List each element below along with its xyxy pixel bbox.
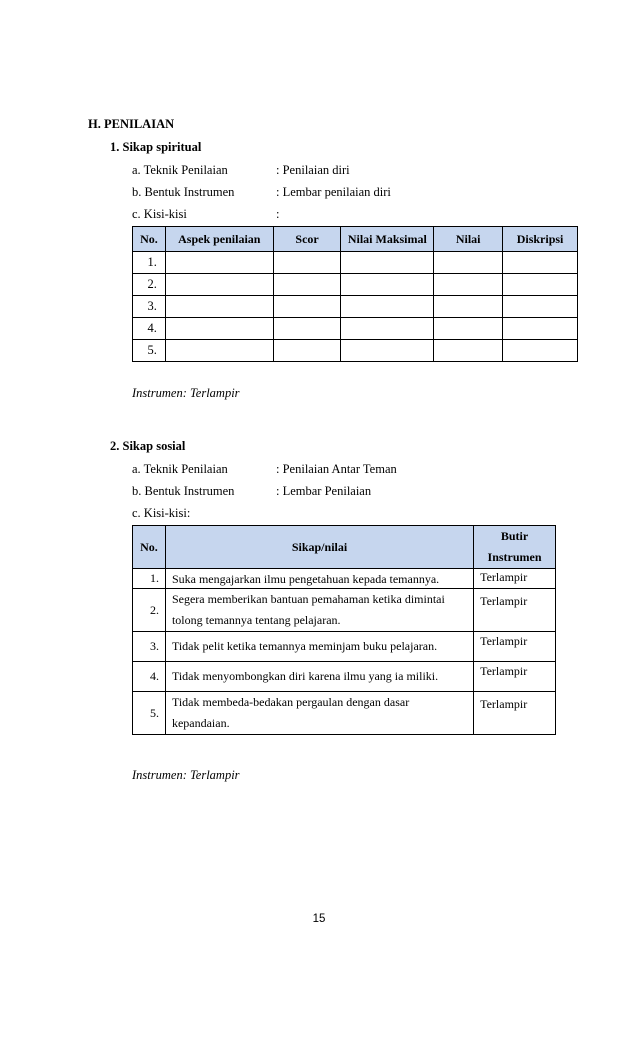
- spiritual-item-value: : Penilaian diri: [276, 163, 350, 177]
- sosial-item-label: a. Teknik Penilaian: [132, 462, 228, 476]
- table-row: [133, 692, 556, 735]
- row-butir: Terlampir: [474, 569, 556, 589]
- row-number: 2.: [133, 274, 166, 296]
- table-row: [133, 340, 578, 362]
- header-diskripsi: Diskripsi: [503, 227, 578, 252]
- row-butir: Terlampir: [474, 692, 556, 735]
- spiritual-item-label: a. Teknik Penilaian: [132, 163, 228, 177]
- header-no: No.: [133, 227, 166, 252]
- row-description-line: Segera memberikan bantuan pemahaman ketika dimintai: [171, 592, 445, 606]
- table-header-row: [133, 526, 556, 569]
- header-aspek: Aspek penilaian: [165, 227, 273, 252]
- row-butir: Terlampir: [474, 632, 556, 662]
- header-scor: Scor: [273, 227, 341, 252]
- row-number: 4.: [133, 318, 166, 340]
- sosial-item-label: c. Kisi-kisi:: [132, 506, 191, 520]
- sosial-title: 2. Sikap sosial: [110, 439, 186, 453]
- sosial-item-value: : Lembar Penilaian: [276, 484, 372, 498]
- page-number: 15: [312, 913, 326, 925]
- row-description: [165, 589, 473, 632]
- spiritual-item-value: : Lembar penilaian diri: [276, 185, 391, 199]
- sosial-item-label: b. Bentuk Instrumen: [132, 484, 235, 498]
- header-nilai: Nilai: [434, 227, 503, 252]
- sosial-note: Instrumen: Terlampir: [132, 768, 240, 782]
- row-number: 5.: [133, 692, 166, 735]
- table-row: [133, 632, 556, 662]
- row-number: 1.: [133, 252, 166, 274]
- row-description-line: tolong temannya tentang pelajaran.: [171, 613, 341, 627]
- table-row: [133, 569, 556, 589]
- row-description-line: kepandaian.: [171, 716, 230, 730]
- spiritual-item-label: b. Bentuk Instrumen: [132, 185, 235, 199]
- header-butir: [474, 526, 556, 569]
- header-butir-line: Instrumen: [487, 550, 542, 564]
- header-no: No.: [133, 526, 166, 569]
- row-number: 3.: [133, 632, 166, 662]
- row-description: Tidak pelit ketika temannya meminjam buku pelajaran.: [165, 632, 473, 662]
- header-butir-line: Butir: [500, 529, 529, 543]
- table-row: [133, 318, 578, 340]
- table-row: [133, 274, 578, 296]
- row-description: Tidak menyombongkan diri karena ilmu yang ia miliki.: [165, 662, 473, 692]
- spiritual-table: [132, 226, 578, 362]
- sosial-table: [132, 525, 556, 735]
- spiritual-note: Instrumen: Terlampir: [132, 386, 240, 400]
- spiritual-item-value: :: [276, 207, 280, 221]
- header-sikap: Sikap/nilai: [165, 526, 473, 569]
- row-number: 2.: [133, 589, 166, 632]
- row-number: 1.: [133, 569, 166, 589]
- row-description: Suka mengajarkan ilmu pengetahuan kepada temannya.: [165, 569, 473, 589]
- row-number: 5.: [133, 340, 166, 362]
- table-row: [133, 296, 578, 318]
- row-description-line: Tidak membeda-bedakan pergaulan dengan dasar: [171, 695, 410, 709]
- row-number: 3.: [133, 296, 166, 318]
- spiritual-title: 1. Sikap spiritual: [110, 140, 202, 154]
- row-description: [165, 692, 473, 735]
- table-row: [133, 252, 578, 274]
- sosial-item-value: : Penilaian Antar Teman: [276, 462, 397, 476]
- section-heading: H. PENILAIAN: [88, 117, 175, 131]
- row-butir: Terlampir: [474, 662, 556, 692]
- row-butir: Terlampir: [474, 589, 556, 632]
- table-header-row: [133, 227, 578, 252]
- header-nilai-maksimal: Nilai Maksimal: [341, 227, 434, 252]
- row-number: 4.: [133, 662, 166, 692]
- table-row: [133, 589, 556, 632]
- spiritual-item-label: c. Kisi-kisi: [132, 207, 187, 221]
- table-row: [133, 662, 556, 692]
